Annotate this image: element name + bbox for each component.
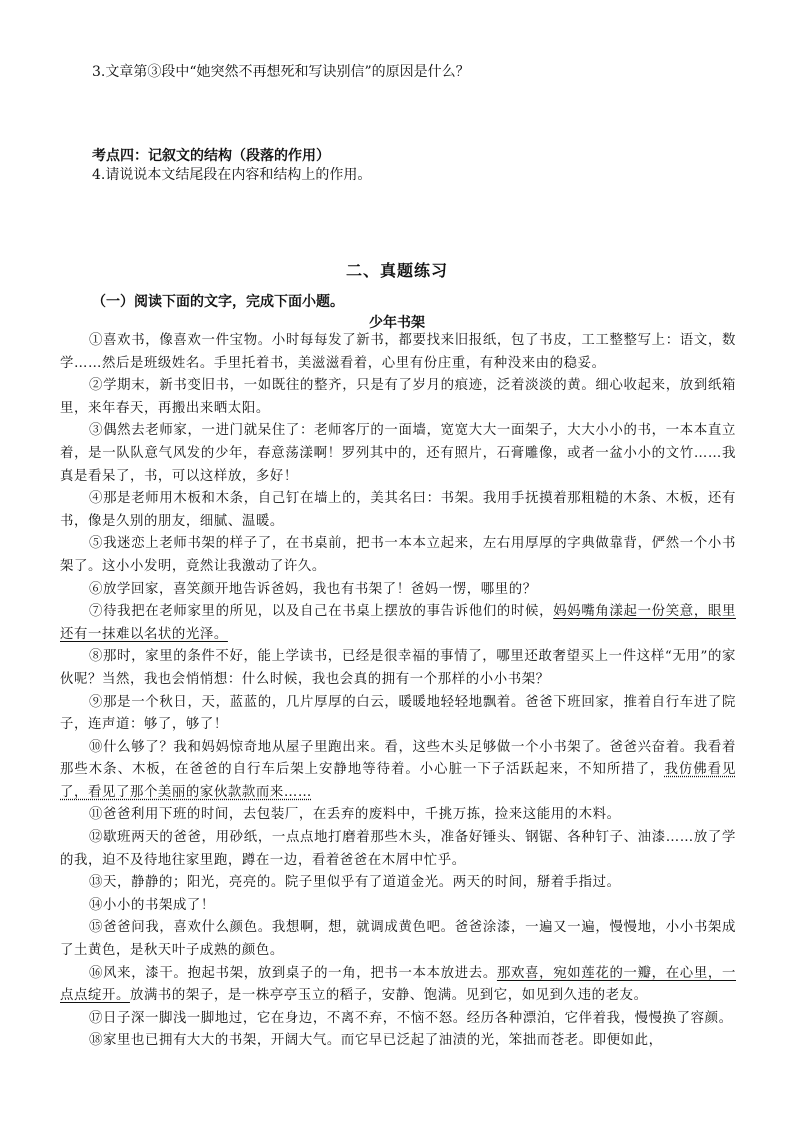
paragraph-10-text: ⑩什么够了？我和妈妈惊奇地从屋子里跑出来。看，这些木头足够做一个小书架了。爸爸兴奋着。我看着那些木条、木板，在爸爸的自行车后架上安静地等待着。小心脏一下子活跃起来，不知所措了， — [60, 739, 736, 778]
paragraph-8: ⑧那时，家里的条件不好，能上学读书，已经是很幸福的事情了，哪里还敢奢望买上一件这样“无用”的家伙呢？当然，我也会悄悄想：什么时候，我也会真的拥有一个那样的小小书架？ — [60, 649, 736, 687]
section-subtitle: （一）阅读下面的文字，完成下面小题。 — [92, 294, 344, 310]
section-title: 二、真题练习 — [345, 261, 448, 280]
point-4-heading: 考点四：记叙文的结构（段落的作用） — [92, 148, 330, 164]
question-4: 4.请说说本文结尾段在内容和结构上的作用。 — [92, 167, 372, 183]
paragraph-15: ⑮爸爸问我，喜欢什么颜色。我想啊，想，就调成黄色吧。爸爸涂漆，一遍又一遍，慢慢地，小小书架成了土黄色，是秋天叶子成熟的颜色。 — [60, 920, 736, 959]
paragraph-14: ⑭小小的书架成了！ — [89, 897, 215, 913]
paragraph-6: ⑥放学回家，喜笑颜开地告诉爸妈，我也有书架了！爸妈一愣，哪里的？ — [89, 581, 537, 597]
paragraph-16 — [60, 963, 736, 1008]
paragraph-10 — [60, 737, 736, 805]
paragraph-17: ⑰日子深一脚浅一脚地过，它在身边，不离不弃，不恼不怒。经历各种漂泊，它伴着我，慢慢换了容颜。 — [89, 1010, 733, 1026]
paragraph-16-underlined: 那欢喜，宛如莲花的一瓣，在心里，一点点绽开。 — [60, 965, 736, 1004]
paragraph-7-text: ⑦待我把在老师家里的所见，以及自己在书桌上摆放的事告诉他们的时候， — [89, 604, 554, 620]
paragraph-7-underlined: 妈妈嘴角漾起一份笑意，眼里还有一抹难以名状的光泽。 — [60, 604, 736, 642]
paragraph-7 — [60, 601, 736, 646]
article-body — [60, 330, 736, 1053]
paragraph-4: ④那是老师用木板和木条，自己钉在墙上的，美其名曰：书架。我用手抚摸着那粗糙的木条、木板，还有书，像是久别的朋友，细腻、温暖。 — [60, 491, 736, 529]
paragraph-16-text: ⑯风来，漆干。抱起书架，放到桌子的一角，把书一本本放进去。 — [89, 965, 497, 981]
paragraph-1: ①喜欢书，像喜欢一件宝物。小时每每发了新书，都要找来旧报纸，包了书皮，工工整整写上：语文，数学……然后是班级姓名。手里托着书，美滋滋看着，心里有份庄重，有种没来由的稳妥。 — [60, 333, 736, 371]
paragraph-18: ⑱家里也已拥有大大的书架，开阔大气。而它早已泛起了油渍的光，笨拙而苍老。即便如此， — [89, 1033, 663, 1049]
paragraph-2: ②学期末，新书变旧书，一如既往的整齐，只是有了岁月的痕迹，泛着淡淡的黄。细心收起来，放到纸箱里，来年春天，再搬出来晒太阳。 — [60, 378, 736, 416]
question-3: 3.文章第③段中“她突然不再想死和写诀别信”的原因是什么？ — [92, 64, 470, 80]
paragraph-16-text-2: 放满书的架子，是一株亭亭玉立的稻子，安静、饱满。见到它，如见到久违的老友。 — [129, 988, 648, 1004]
paragraph-9: ⑨那是一个秋日，天，蓝蓝的，几片厚厚的白云，暖暖地轻轻地飘着。爸爸下班回家，推着自行车进了院子，连声道：够了，够了！ — [60, 694, 736, 733]
paragraph-11: ⑪爸爸利用下班的时间，去包装厂，在丢弃的废料中，千挑万拣，捡来这能用的木料。 — [89, 807, 621, 823]
paragraph-10-underlined: 我仿佛看见了，看见了那个美丽的家伙款款而来…… — [60, 762, 736, 800]
paragraph-12: ⑫歇班两天的爸爸，用砂纸，一点点地打磨着那些木头，准备好锤头、钢锯、各种钉子、油漆……放了学的我，迫不及待地往家里跑，蹲在一边，看着爸爸在木屑中忙乎。 — [60, 830, 736, 868]
paragraph-5: ⑤我迷恋上老师书架的样子了，在书桌前，把书一本本立起来，左右用厚厚的字典做靠背，俨然一个小书架了。这小小发明，竟然让我激动了许久。 — [60, 536, 736, 574]
paragraph-13: ⑬天，静静的；阳光，亮亮的。院子里似乎有了道道金光。两天的时间，掰着手指过。 — [89, 875, 621, 891]
paragraph-3: ③偶然去老师家，一进门就呆住了：老师客厅的一面墙，宽宽大大一面架子，大大小小的书，一本本直立着，是一队队意气风发的少年，春意荡漾啊！罗列其中的，还有照片，石膏雕像，或者一盆小小的文竹……我真是看呆了，书，可以这样放，多好！ — [60, 423, 736, 484]
article-title: 少年书架 — [369, 315, 425, 331]
